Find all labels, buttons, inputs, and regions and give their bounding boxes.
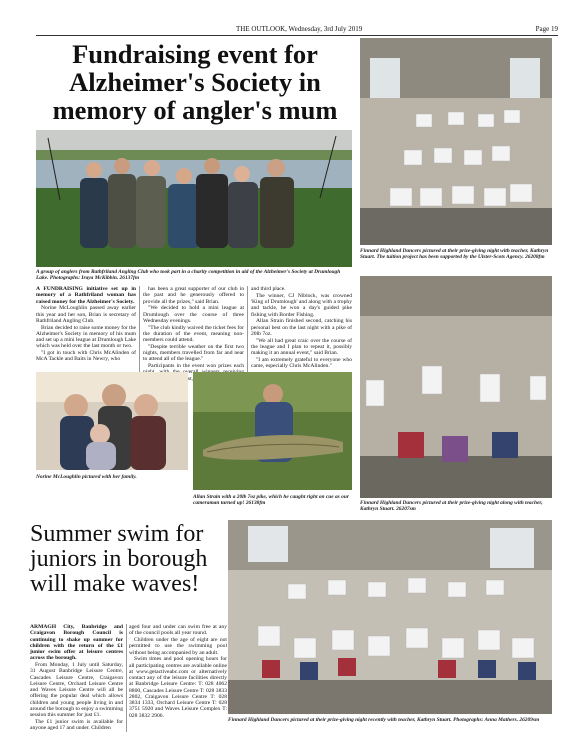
family-photo <box>36 372 188 470</box>
article1-paragraph: "We decided to hold a mini league at Drumlough over the course of three Wednesday evenings. <box>143 305 244 324</box>
page-number: Page 19 <box>535 25 558 33</box>
article2-paragraph: Swim times and pool opening hours for all participating centres are available online at www.getactiveabc.com or alternatively contact any of the leisure facilities directly at Banbridge Leisure Centre: T: 028 4062 8800, Cascades Leisure Centre T: 028 3833 2802, Craigavon Leisure Centre T: 028 3834 1333, Orchard Leisure Centre T: 028 3751 5920 and Waves Leisure Complex T: 028 3832 2906. <box>129 656 227 719</box>
article1-paragraph: "I am extremely grateful to everyone who came, especially Chris McAlinden." <box>251 356 352 369</box>
article2-paragraph: Children under the age of eight are not permitted to use the swimming pool without being accompanied by an adult. <box>129 637 227 656</box>
article1-paragraph: "I got in touch with Chris McAlinden of McA Tackle and Baits in Newry, who <box>36 350 136 363</box>
dancers-photo-2-caption: Finnard Highland Dancers pictured at their prize-giving night along with teacher, Kathryn Stuart. 26207sm <box>360 500 543 513</box>
dancers-photo-1 <box>360 38 552 245</box>
pike-photo-caption: Allan Strain with a 20lb 7oz pike, which he caught right on cue as our cameraman turned up! 26138fm <box>193 494 349 507</box>
article1-paragraph: has been a great supporter of our club in the past and he generously offered to provide all the prizes," said Brian. <box>143 286 244 305</box>
article1-paragraph: Allan Strain finished second, catching his personal best on the last night with a pike of 20lb 7oz. <box>251 318 352 337</box>
anglers-photo-caption: A group of anglers from Rathfriland Angling Club who took part in a charity competition in aid of the Alzheimer's Society at Drumlough Lake. Photographs: Iraya McKibbin. 26137fm <box>36 269 341 282</box>
article1-paragraph: The winner, CJ Niblock, was crowned 'King of Drumlough' and along with a trophy and tackle, he won a day's guided pike fishing with Border Fishing. <box>251 292 352 318</box>
article1-column-2 <box>143 286 244 382</box>
article2-column-2 <box>129 624 227 719</box>
dancers-photo-3-caption: Finnard Highland Dancers pictured at their prize-giving night recently with teacher, Kathryn Stuart. Photographs: Anna Mathers. 26209sm <box>228 717 540 723</box>
article2-headline: Summer swim for juniors in borough will make waves! <box>30 521 208 597</box>
article1-paragraph: "The club kindly waived the ticket fees for the duration of the event, meaning non-members could attend. <box>143 324 244 343</box>
article2-paragraph: The £1 junior swim is available for anyone aged 17 and under. Children <box>30 718 123 731</box>
column-divider <box>126 624 127 732</box>
article1-lead-paragraph: A FUNDRAISING initiative set up in memory of a Rathfriland woman has raised money for the Alzheimer's Society. <box>36 286 136 305</box>
article2-lead-paragraph: ARMAGH City, Banbridge and Craigavon Borough Council is continuing to shake up summer for children with the return of the £1 junior swim offer at leisure centres across the borough. <box>30 624 123 662</box>
article2-paragraph: From Monday, 1 July until Saturday, 31 August Banbridge Leisure Centre, Cascades Leisure Centre, Craigavon Leisure Centre, Orchard Leisure Centre and Waves Leisure Centre will all be offering the popular deal which allows children and young people living in and around the borough to enjoy a swimming session this summer for just £1. <box>30 662 123 718</box>
article1-paragraph: "We all had great craic over the course of the league and I plan to repeat it, possibly making it an annual event," said Brian. <box>251 337 352 356</box>
article1-headline: Fundraising event for Alzheimer's Society in memory of angler's mum <box>52 39 338 125</box>
column-divider <box>247 286 248 376</box>
publication-line: THE OUTLOOK, Wednesday, 3rd July 2019 <box>236 25 363 33</box>
pike-photo <box>193 372 352 490</box>
article1-paragraph: Participants in the event won prizes each overall <box>148 363 244 376</box>
article1-column-3 <box>251 286 352 370</box>
article2-paragraph: aged four and under can swim free at any of the council pools all year round. <box>129 624 227 637</box>
article1-paragraph: Brian decided to raise some money for the Alzheimer's Society in memory of his mum and set up a mini league at Drumlough Lake which was held over the last month or two. <box>36 324 136 350</box>
article1-paragraph: Norine McLoughlin passed away earlier this year and her son, Brian is secretary of Rathfriland Angling Club. <box>36 305 136 324</box>
family-photo-caption: Norine McLoughlin pictured with her family. <box>36 474 137 480</box>
article2-column-1 <box>30 624 123 732</box>
dancers-photo-3 <box>228 520 552 714</box>
masthead <box>36 24 558 36</box>
dancers-photo-2 <box>360 276 552 498</box>
article1-paragraph: "Despite terrible weather on the first two nights, members travelled from far and near to attend all of the league." <box>143 343 244 363</box>
dancers-photo-1-caption: Finnard Highland Dancers pictured at their prize-giving night with teacher, Kathryn Stuart. The tuition project has been supported by the Ulster-Scots Agency. 26208fm <box>360 248 549 261</box>
anglers-group-photo <box>36 130 352 267</box>
article1-paragraph: and third place. <box>251 286 286 292</box>
article1-column-1 <box>36 286 136 363</box>
